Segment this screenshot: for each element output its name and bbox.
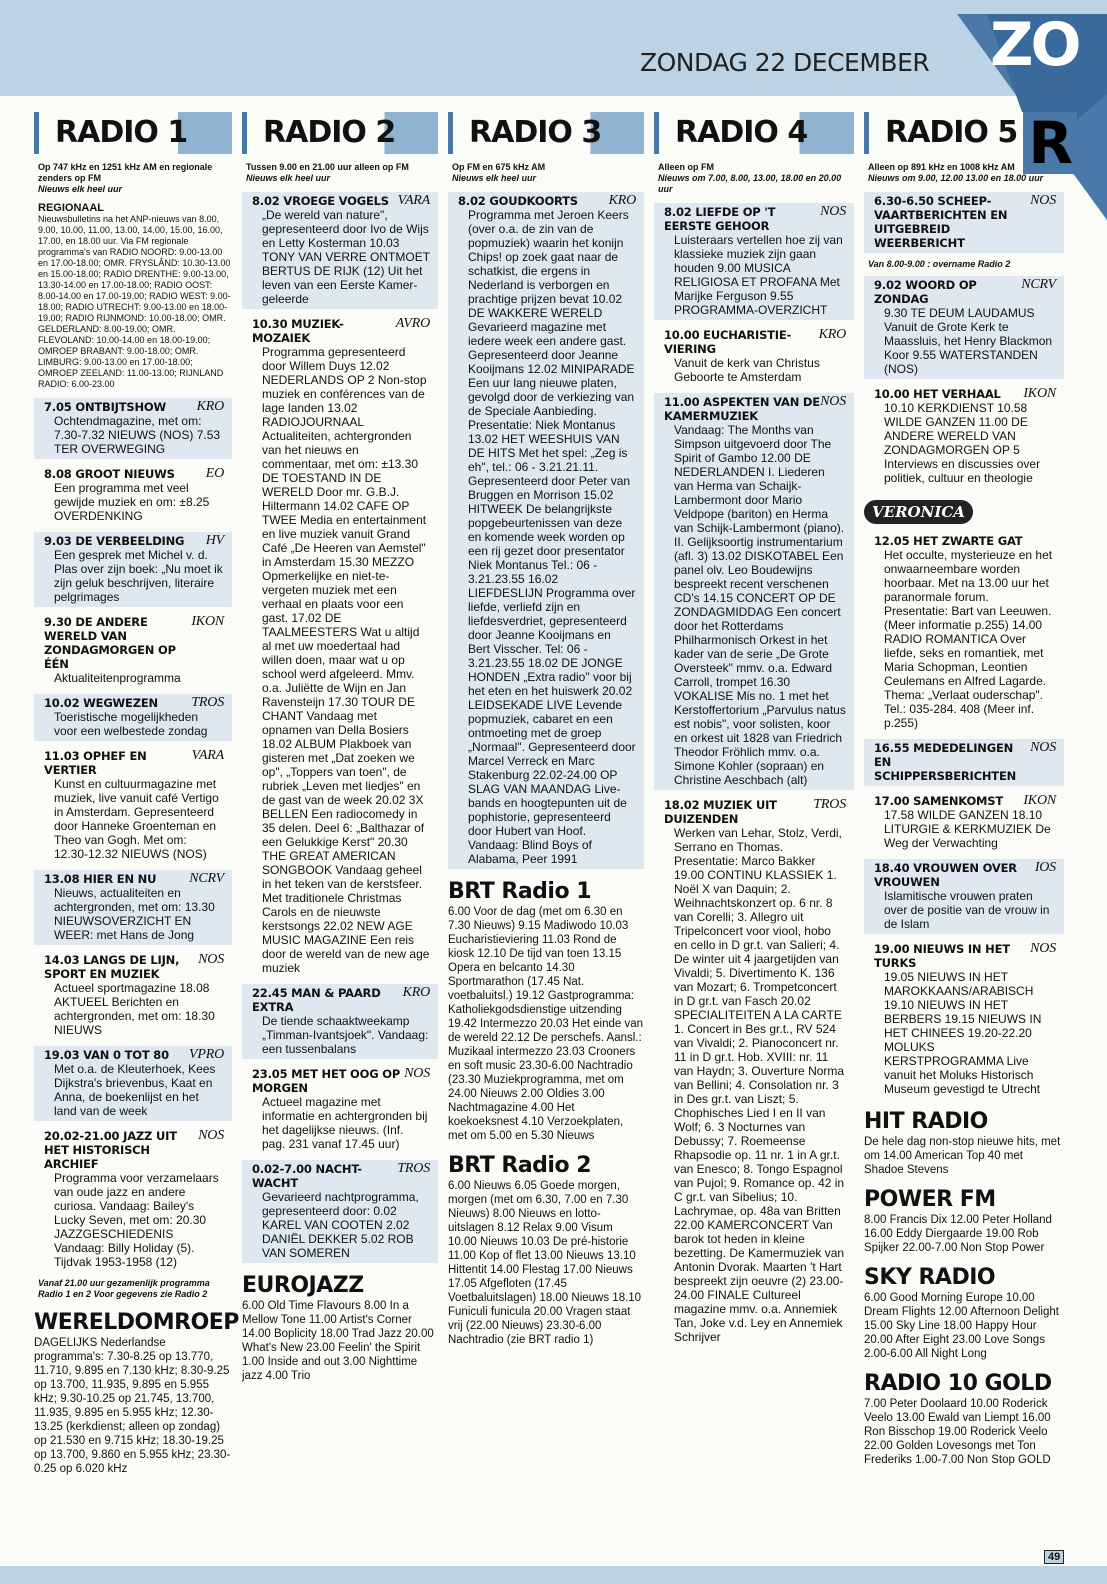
- radio2-intro: Tussen 9.00 en 21.00 uur alleen op FM Nieuws elk heel uur: [246, 162, 409, 183]
- program-description: 19.05 NIEUWS IN HET MAROKKAANS/ARABISCH 19.10 NIEUWS IN HET BERBERS 19.15 NIEUWS IN HET CHINEES 19.20-22.20 MOLUKS KERSTPROGRAMMA Live vanuit het Moluks Historisch Museum gevestigd te Utrecht: [884, 970, 1042, 1096]
- column-radio4: [654, 112, 854, 1552]
- radio5-program-list-3: [864, 532, 1064, 1099]
- day-title: ZONDAG 22 DECEMBER: [640, 48, 930, 77]
- program-title-text: 23.05 MET HET OOG OP MORGEN: [252, 1067, 401, 1095]
- broadcaster-label: NOS: [820, 204, 846, 219]
- radio5-header: RADIO 5 R: [864, 112, 1064, 154]
- program-description: De tiende schaaktweekamp „Timman-Ivantsjoek". Vandaag: een tussenbalans: [262, 1014, 429, 1056]
- program-description: Het occulte, mysterieuze en het onwaarneembare worden hoorbaar. Met na 13.00 uur het paranormale forum. Presentatie: Bart van Leeuwen. (Meer informatie p.255) 14.00 RADIO ROMANTICA Over liefde, seks en romantiek, met Maria Schopman, Leontien Ceulemans en Alfred Lagarde. Thema: „Verlaat ouderschap". Tel.: 035-284. 408 (Meer inf. p.255): [884, 548, 1053, 730]
- program-description: Actueel sportmagazine 18.08 AKTUEEL Berichten en achtergronden, met om: 18.30 NIEUWS: [54, 981, 215, 1037]
- program-title: [874, 942, 1056, 970]
- program-title: [44, 615, 224, 671]
- program-item: [34, 1127, 232, 1272]
- column-radio3: [448, 112, 644, 1552]
- brt1-title: BRT Radio 1: [448, 879, 592, 904]
- program-description: Actueel magazine met informatie en achtergronden bij het dagelijkse nieuws. (Inf. pag. 231 vanaf 17.45 uur): [262, 1095, 428, 1151]
- program-title: [252, 194, 430, 208]
- program-description: Nieuws, actualiteiten en achtergronden, met om: 13.30 NIEUWSOVERZICHT EN WEER: met Hans de Jong: [54, 886, 215, 942]
- broadcaster-label: NOS: [198, 1128, 224, 1143]
- program-title-text: 8.02 VROEGE VOGELS: [252, 194, 389, 208]
- column-radio5: [864, 109, 1073, 1552]
- program-item: [242, 984, 438, 1059]
- program-title: [664, 798, 846, 826]
- radio3-header: RADIO 3: [448, 112, 644, 154]
- program-item: [34, 613, 232, 688]
- program-title-text: 19.03 VAN 0 TOT 80: [44, 1048, 169, 1062]
- program-item: [242, 1065, 438, 1154]
- broadcaster-label: EO: [205, 466, 224, 481]
- broadcaster-label: NOS: [198, 952, 224, 967]
- program-item: [864, 276, 1064, 379]
- program-title-text: 19.00 NIEUWS IN HET TURKS: [874, 942, 1010, 970]
- broadcaster-label: KRO: [196, 399, 224, 414]
- program-item: [34, 870, 232, 945]
- broadcaster-label: VARA: [191, 748, 224, 763]
- program-title: [44, 872, 224, 886]
- radio10gold-title: RADIO 10 GOLD: [864, 1371, 1052, 1396]
- program-title-text: 10.02 WEGWEZEN: [44, 696, 158, 710]
- radio5-intro: Alleen op 891 kHz en 1008 kHz AM Nieuws om 9.00, 12.00 13.00 en 18.00 uur: [868, 162, 1044, 183]
- program-item: [34, 747, 232, 864]
- broadcaster-label: NCRV: [189, 871, 224, 886]
- radio3-program-list: [448, 192, 644, 869]
- broadcaster-label: IKON: [1023, 386, 1056, 401]
- program-title: [874, 741, 1056, 783]
- header-band: [0, 0, 1107, 96]
- broadcaster-label: NOS: [404, 1066, 430, 1081]
- program-title: [874, 194, 1056, 250]
- program-title-text: 9.02 WOORD OP ZONDAG: [874, 278, 977, 306]
- program-title: [44, 400, 224, 414]
- radio1-header: RADIO 1: [34, 112, 232, 154]
- program-item: [654, 393, 854, 790]
- program-item: [864, 792, 1064, 853]
- program-title-text: 18.40 VROUWEN OVER VROUWEN: [874, 861, 1017, 889]
- program-title-text: 6.30-6.50 SCHEEP-VAARTBERICHTEN EN UITGEBREID WEERBERICHT: [874, 194, 1008, 250]
- broadcaster-label: VARA: [397, 193, 430, 208]
- program-title-text: 18.02 MUZIEK UIT DUIZENDEN: [664, 798, 777, 826]
- program-title: [252, 986, 430, 1014]
- program-item: [864, 532, 1064, 733]
- program-description: Programma voor verzamelaars van oude jazz en andere curiosa. Vandaag: Bailey's Lucky Seven, met om: 20.30 JAZZGESCHIEDENIS Vandaag: Billy Holiday (5). Tijdvak 1953-1958 (12): [54, 1171, 219, 1269]
- program-description: 17.58 WILDE GANZEN 18.10 LITURGIE & KERKMUZIEK De Weg der Verwachting: [884, 808, 1051, 850]
- program-item: [34, 951, 232, 1040]
- program-item: [242, 1160, 438, 1263]
- program-item: [34, 532, 232, 607]
- program-title: [874, 534, 1056, 548]
- broadcaster-label: NCRV: [1021, 277, 1056, 292]
- program-title-text: 22.45 MAN & PAARD EXTRA: [252, 986, 381, 1014]
- program-description: „De wereld van nature", gepresenteerd door Ivo de Wijs en Letty Kosterman 10.03 TONY VAN VERRE ONTMOET BERTUS DE RIJK (12) Uit het leven van een Eerste Kamer-geleerde: [262, 208, 430, 306]
- program-title: [44, 1129, 224, 1171]
- program-item: [864, 940, 1064, 1099]
- broadcaster-label: IKON: [191, 614, 224, 629]
- broadcaster-label: TROS: [397, 1161, 430, 1176]
- program-title-text: 9.30 DE ANDERE WERELD VAN ZONDAGMORGEN OP ÉÉN: [44, 615, 176, 671]
- program-title-text: 17.00 SAMENKOMST: [874, 794, 1004, 808]
- program-item: [654, 326, 854, 387]
- program-title-text: 10.00 HET VERHAAL: [874, 387, 1001, 401]
- program-title-text: 20.02-21.00 JAZZ UIT HET HISTORISCH ARCHIEF: [44, 1129, 177, 1171]
- program-description: Een gesprek met Michel v. d. Plas over zijn boek: „Nu moet ik zijn geluk beschrijven, literaire pelgrimages: [54, 548, 223, 604]
- program-title: [44, 696, 224, 710]
- program-item: [242, 192, 438, 309]
- hitradio-text: De hele dag non-stop nieuwe hits, met om 14.00 American Top 40 met Shadoe Stevens: [864, 1136, 1061, 1176]
- program-item: [864, 192, 1064, 253]
- brt2-text: 6.00 Nieuws 6.05 Goede morgen, morgen (met om 6.30, 7.00 en 7.30 Nieuws) 8.00 Nieuws en lotto-uitslagen 8.12 Relax 9.00 Visum 10.00 Nieuws 10.03 De pré-historie 11.00 Kop of flet 13.00 Nieuws 13.10 Hittentit 14.00 Flestag 17.00 Nieuws 17.05 Afgefloten (17.45 Voetbaluitslagen) 18.00 Nieuws 18.10 Funiculi funicula 20.00 Vragen staat vrij (22.00 Nieuws) 23.30-6.00 Nachtradio (zie BRT radio 1): [448, 1180, 642, 1346]
- page-number: 49: [1044, 1550, 1064, 1564]
- program-description: Programma met Jeroen Keers (over o.a. de zin van de popmuziek) waarin het konijn Chips! op zoek gaat naar de schatkist, die ergens in Nederland is verborgen en prachtige prijzen bevat 10.02 DE WAKKERE WERELD Gevarieerd magazine met iedere week een andere gast. Gepresenteerd door Jeanne Kooijmans 12.02 MINIPARADE Een uur lang nieuwe platen, gevolgd door de verkiezing van de Speciale Aanbieding. Presentatie: Niek Montanus 13.02 HET WEESHUIS VAN DE HITS Met het spel: „Zeg is eh", tel.: 06 - 3.21.21.11. Gepresenteerd door Peter van Bruggen en Morrison 15.02 HITWEEK De belangrijkste popgebeurtenissen van deze en komende week worden op een rij gezet door presentator Niek Montanus Tel.: 06 - 3.21.23.55 16.02 LIEFDESLIJN Programma over liefde, verliefd zijn en liefdesverdriet, gepresenteerd door Jeanne Kooijmans en Bert Visscher. Tel: 06 - 3.21.23.55 18.02 DE JONGE HONDEN „Extra radio" voor bij het eten en het huiswerk 20.02 LEIDSEKADE LIVE Levende popmuziek, cabaret en een ontmoeting met de groep „Normaal". Gepresenteerd door Marcel Verreck en Marc Stakenburg 22.02-24.00 OP SLAG VAN MAANDAG Live-bands en hoogtepunten uit de pophistorie, gepresenteerd door Hubert van Hoof. Vandaag: Blind Boys of Alabama, Peer 1991: [468, 208, 636, 866]
- program-title-text: 0.02-7.00 NACHT-WACHT: [252, 1162, 362, 1190]
- broadcaster-label: KRO: [402, 985, 430, 1000]
- skyradio-text: 6.00 Good Morning Europe 10.00 Dream Flights 12.00 Afternoon Delight 15.00 Sky Line 18.00 Happy Hour 20.00 After Eight 23.00 Love Songs 2.00-6.00 All Night Long: [864, 1292, 1059, 1360]
- program-description: Met o.a. de Kleuterhoek, Kees Dijkstra's brievenbus, Kaat en Anna, de boekenlijst en het land van de week: [54, 1062, 216, 1118]
- broadcaster-label: AVRO: [395, 316, 430, 331]
- radio3-intro: Op FM en 675 kHz AM Nieuws elk heel uur: [452, 162, 546, 183]
- eurojazz-title: EUROJAZZ: [242, 1273, 364, 1298]
- program-item: [654, 796, 854, 1347]
- column-radio1: [34, 112, 239, 1552]
- radio5-program-list-2: [864, 276, 1064, 488]
- program-item: [34, 694, 232, 741]
- program-title: [458, 194, 636, 208]
- wereldomroep-text: DAGELIJKS Nederlandse programma's: 7.30-8.25 op 13.770, 11.710, 9.895 en 7.130 kHz; 8.30-9.25 op 13.700, 11.935, 9.895 en 5.955 kHz; 9.30-10.25 op 21.745, 13.700, 11.935, 9.895 en 5.955 kHz; 12.30-13.25 (kerkdienst; alleen op zondag) op 21.530 en 9.715 kHz; 18.30-19.25 op 13.700, 9.860 en 5.955 kHz; 23.30-0.25 op 6.020 kHz: [34, 1337, 231, 1475]
- broadcaster-label: KRO: [608, 193, 636, 208]
- radio5-note: Van 8.00-9.00 : overname Radio 2: [868, 259, 1011, 269]
- program-title-text: 11.03 OPHEF EN VERTIER: [44, 749, 147, 777]
- radio5-program-list: [864, 192, 1064, 253]
- program-title: [252, 1067, 430, 1095]
- program-title: [44, 534, 224, 548]
- broadcaster-label: IKON: [1023, 793, 1056, 808]
- program-item: [242, 315, 438, 978]
- radio4-header: RADIO 4: [654, 112, 854, 154]
- program-description: Ochtendmagazine, met om: 7.30-7.32 NIEUWS (NOS) 7.53 TER OVERWEGING: [54, 414, 221, 456]
- program-item: [34, 1046, 232, 1121]
- program-title: [252, 317, 430, 345]
- program-title: [874, 861, 1056, 889]
- program-title: [874, 278, 1056, 306]
- program-title: [44, 749, 224, 777]
- program-title-text: 10.00 EUCHARISTIE-VIERING: [664, 328, 792, 356]
- program-description: Vanuit de kerk van Christus Geboorte te Amsterdam: [674, 356, 820, 384]
- broadcaster-label: TROS: [191, 695, 224, 710]
- day-badge: ZO: [990, 10, 1079, 80]
- program-item: [34, 465, 232, 526]
- program-description: Toeristische mogelijkheden voor een welbestede zondag: [54, 710, 208, 738]
- broadcaster-label: KRO: [818, 327, 846, 342]
- veronica-logo: VERONICA: [864, 500, 973, 524]
- program-title: [664, 395, 846, 423]
- broadcaster-label: NOS: [1030, 193, 1056, 208]
- broadcaster-label: TROS: [813, 797, 846, 812]
- program-title: [44, 953, 224, 981]
- program-title: [252, 1162, 430, 1190]
- column-radio2: [242, 112, 438, 1552]
- broadcaster-label: NOS: [820, 394, 846, 409]
- program-title-text: 8.08 GROOT NIEUWS: [44, 467, 175, 481]
- broadcaster-label: IOS: [1034, 860, 1056, 875]
- hitradio-title: HIT RADIO: [864, 1109, 988, 1134]
- program-description: Aktualiteitenprogramma: [54, 671, 181, 685]
- powerfm-title: POWER FM: [864, 1187, 996, 1212]
- brt1-text: 6.00 Voor de dag (met om 6.30 en 7.30 Nieuws) 9.15 Madiwodo 10.03 Eucharistieviering 11.03 Rond de kiosk 12.10 De tijd van toen 13.15 Opera en belcanto 14.30 Sportmarathon (17.45 Nat. voetbaluitsl.) 19.12 Gastprogramma: Katholiekgodsdienstige uitzending 19.42 Intermezzo 20.03 Het einde van de wereld 22.12 De perschefs. Aansl.: Muzikaal intermezzo 23.03 Crooners en soft music 23.30-6.00 Nachtradio (23.30 Muziekprogramma, met om 24.00 Nieuws 2.00 Oldies 3.00 Nachtmagazine 4.00 Het koekoeksnest 4.10 Verzoekplaten, met om 5.00 en 5.30 Nieuws: [448, 906, 643, 1142]
- program-title-text: 8.02 GOUDKOORTS: [458, 194, 578, 208]
- radio1-note: Vanaf 21.00 uur gezamenlijk programma Radio 1 en 2 Voor gegevens zie Radio 2: [38, 1278, 210, 1299]
- radio1-intro: Op 747 kHz en 1251 kHz AM en regionale zenders op FM Nieuws elk heel uur: [38, 162, 213, 194]
- program-title-text: 16.55 MEDEDELINGEN EN SCHIPPERSBERICHTEN: [874, 741, 1017, 783]
- program-title: [44, 1048, 224, 1062]
- wereldomroep-title: WERELDOMROEP: [34, 1310, 239, 1335]
- program-title: [664, 328, 846, 356]
- program-description: 10.10 KERKDIENST 10.58 WILDE GANZEN 11.00 DE ANDERE WERELD VAN ZONDAGMORGEN OP 5 Interviews en discussies over politiek, cultuur en theologie: [884, 401, 1041, 485]
- program-description: Gevarieerd nachtprogramma, gepresenteerd door: 0.02 KAREL VAN COOTEN 2.02 DANIËL DEKKER 5.02 ROB VAN SOMEREN: [262, 1190, 419, 1260]
- program-description: Een programma met veel gewijde muziek en om: ±8.25 OVERDENKING: [54, 481, 210, 523]
- broadcaster-label: NOS: [1030, 740, 1056, 755]
- program-item: [864, 739, 1064, 786]
- program-title-text: 8.02 LIEFDE OP 'T EERSTE GEHOOR: [664, 205, 776, 233]
- program-title-text: 11.00 ASPEKTEN VAN DE KAMERMUZIEK: [664, 395, 820, 423]
- radio1-regionaal: REGIONAAL Nieuwsbulletins na het ANP-nieuws van 8.00, 9.00, 10.00, 11.00, 13.00, 14.00, 15.00, 16.00, 17.00, en 18.00 uur. Via FM regionale programma's van RADIO NOORD: 9.00-13.00 en 17.00-18.00; OMR. FRYSLÂND: 10.30-13.00 en 15.00-18.00; RADIO DRENTHE: 9.00-13.00, 13.30-14.00 en 17.00-18.00; RADIO OOST: 8.00-14.00 en 17.00-19.00; RADIO WEST: 9.00-18.00; RADIO UTRECHT: 9.00-13.00 en 18.00-19.00; RADIO RIJNMOND: 10.00-18.00; OMR. GELDERLAND: 8.00-19.00; OMR. FLEVOLAND: 10.00-14.00 en 18.00-19.00; OMROEP BRABANT: 9.00-18.00; OMR. LIMBURG: 9.00-13.00 en 17.00-18.00; OMROEP ZEELAND: 11.00-13.00; RIJNLAND RADIO: 6.00-23.00: [38, 202, 231, 389]
- eurojazz-text: 6.00 Old Time Flavours 8.00 In a Mellow Tone 11.00 Artist's Corner 14.00 Boplicity 18.00 Trad Jazz 20.00 What's New 23.00 Feelin' the Spirit 1.00 Inside and out 3.00 Nighttime jazz 4.00 Trio: [242, 1300, 434, 1382]
- program-description: Vandaag: The Months van Simpson uitgevoerd door The Spirit of Gambo 12.00 DE NEDERLANDEN I. Liederen van Herma van Schaijk-Lambermont door Mario Veldpope (bariton) en Herma van Schijk-Lambermont (piano). II. Gelijksoortig instrumentarium (afl. 3) 13.02 DISKOTABEL Een panel olv. Leo Boudewijns bespreekt recent verschenen CD's 14.15 CONCERT OP DE ZONDAGMIDDAG Een concert door het Rotterdams Philharmonisch Orkest in het kader van de serie „De Grote Oversteek" mmv. o.a. Edward Carroll, trompet 16.30 VOKALISE Mis no. 1 met het Kerstoffertorium „Parvulus natus est nobis", voor solisten, koor en orkest uit 1828 van Friedrich Theodor Fröhlich mmv. o.a. Simone Kohler (sopraan) en Christine Aeschbach (alt): [674, 423, 846, 787]
- program-title-text: 13.08 HIER EN NU: [44, 872, 157, 886]
- powerfm-text: 8.00 Francis Dix 12.00 Peter Holland 16.00 Eddy Diergaarde 19.00 Rob Spijker 22.00-7.00 Non Stop Power: [864, 1214, 1052, 1254]
- broadcaster-label: NOS: [1030, 941, 1056, 956]
- broadcaster-label: HV: [205, 533, 224, 548]
- program-description: 9.30 TE DEUM LAUDAMUS Vanuit de Grote Kerk te Maassluis, het Henry Blackmon Koor 9.55 WATERSTANDEN (NOS): [884, 306, 1053, 376]
- program-description: Kunst en cultuurmagazine met muziek, live vanuit café Vertigo in Amsterdam. Gepresenteerd door Hanneke Groenteman en Theo van Gogh. Met om: 12.30-12.32 NIEUWS (NOS): [54, 777, 219, 861]
- program-title: [44, 467, 224, 481]
- program-title-text: 7.05 ONTBIJTSHOW: [44, 400, 166, 414]
- radio1-program-list: [34, 398, 232, 1272]
- program-title: [874, 387, 1056, 401]
- program-title-text: 14.03 LANGS DE LIJN, SPORT EN MUZIEK: [44, 953, 180, 981]
- broadcaster-label: VPRO: [189, 1047, 224, 1062]
- program-description: Programma gepresenteerd door Willem Duys 12.02 NEDERLANDS OP 2 Non-stop muziek en conférences van de lage landen 13.02 RADIOJOURNAAL Actualiteiten, achtergronden van het nieuws en commentaar, met om: ±13.30 DE TOESTAND IN DE WERELD Door mr. G.B.J. Hiltermann 14.02 CAFE OP TWEE Media en entertainment en live muziek vanuit Grand Café „De Heeren van Aemstel" in Amsterdam 15.30 MEZZO Opmerkelijke en niet-te-vergeten muziek met een verhaal en plaats voor een gast. 17.02 DE TAALMEESTERS Wat u altijd al met uw moedertaal had willen doen, maar wat u op school werd afgeleerd. Mmv. o.a. Juliëtte de Wijn en Jan Ravensteijn 17.30 TOUR DE CHANT Vandaag met opnamen van Della Bosiers 18.02 ALBUM Plakboek van gisteren met „Dat zoeken we op", „Toppers van toen", de rubriek „Leven met liedjes" en de gast van de week 20.02 3X BELLEN Een radiocomedy in 35 delen. Deel 6: „Balthazar of een Gelukkige Kerst" 20.30 THE GREAT AMERICAN SONGBOOK Vandaag geheel in het teken van de kerstsfeer. Met traditionele Christmas Carols en de nieuwste kerstsongs 22.02 NEW AGE MUSIC MAGAZINE Een reis door de wereld van de new age muziek: [262, 345, 430, 975]
- program-description: Luisteraars vertellen hoe zij van klassieke muziek zijn gaan houden 9.00 MUSICA RELIGIOSA ET PROFANA Met Marijke Ferguson 9.55 PROGRAMMA-OVERZICHT: [674, 233, 843, 317]
- brt2-title: BRT Radio 2: [448, 1153, 592, 1178]
- program-title: [664, 205, 846, 233]
- program-title-text: 12.05 HET ZWARTE GAT: [874, 534, 1023, 548]
- radio2-program-list: [242, 192, 438, 1263]
- program-title-text: 10.30 MUZIEK-MOZAIEK: [252, 317, 344, 345]
- program-title: [874, 794, 1056, 808]
- footer-band: [0, 1566, 1107, 1584]
- program-item: [864, 859, 1064, 934]
- program-description: Werken van Lehar, Stolz, Verdi, Serrano en Thomas. Presentatie: Marco Bakker 19.00 CONTINU KLASSIEK 1. Noël X van Daquin; 2. Weihnachtskonzert op. 6 nr. 8 van Corelli; 3. Allegro uit Tripelconcert voor viool, hobo en cello in D gr.t. van Salieri; 4. De winter uit 4 jaargetijden van Vivaldi; 5. Divertimento K. 136 van Mozart; 6. Trompetconcert in D gr.t. van Fasch 20.02 SPECIALITEITEN A LA CARTE 1. Concert in Bes gr.t., RV 524 van Vivaldi; 2. Pianoconcert nr. 11 in D gr.t. Hob. XVIII: nr. 11 van Haydn; 3. Ouverture Norma van Bellini; 4. Consolation nr. 3 in Des gr.t. van Liszt; 5. Chophisches Lied I en II van Wolf; 6. 3 Nocturnes van Debussy; 7. Roemeense Rhapsodie op. 11 nr. 1 in A gr.t. van Enesco; 8. Tongo Espagnol van Pujol; 9. Romance op. 42 in C gr.t. van Sibelius; 10. Lachrymae, op. 48a van Britten 22.00 KAMERCONCERT Van barok tot heden in kleine bezetting. De Kamermuziek van Antonin Dvorak. Maarten 't Hart bespreekt zijn oeuvre (2) 23.00-24.00 FINALE Cultureel magazine mmv. o.a. Annemiek Tan, Joke v.d. Ley en Annemiek Schrijver: [674, 826, 845, 1344]
- skyradio-title: SKY RADIO: [864, 1265, 996, 1290]
- program-description: Islamitische vrouwen praten over de positie van de vrouw in de Islam: [884, 889, 1050, 931]
- program-item: [34, 398, 232, 459]
- program-item: [448, 192, 644, 869]
- radio4-intro: Alleen op FM Nieuws om 7.00, 8.00, 13.00, 18.00 en 20.00 uur: [658, 162, 842, 194]
- radio2-header: RADIO 2: [242, 112, 438, 154]
- radio10gold-text: 7.00 Peter Doolaard 10.00 Roderick Veelo 13.00 Ewald van Liempt 16.00 Ron Bisschop 19.00 Roderick Veelo 22.00 Golden Lovesongs met Ton Frederiks 1.00-7.00 Non Stop GOLD: [864, 1398, 1051, 1466]
- program-item: [864, 385, 1064, 488]
- radio-r-icon: R: [1023, 112, 1077, 174]
- radio4-program-list: [654, 203, 854, 1347]
- program-title-text: 9.03 DE VERBEELDING: [44, 534, 185, 548]
- program-item: [654, 203, 854, 320]
